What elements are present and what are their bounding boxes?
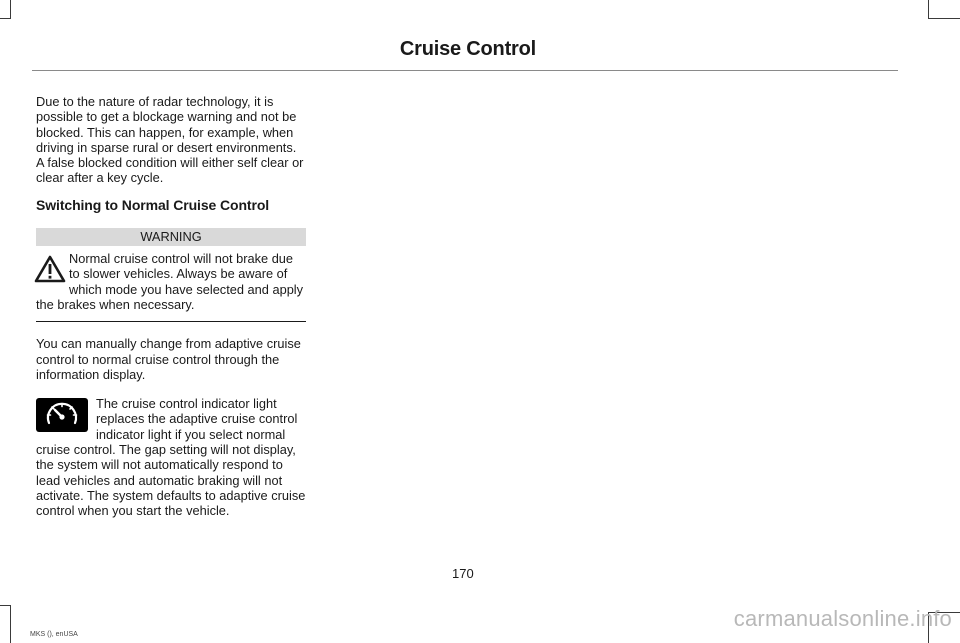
watermark: carmanualsonline.info	[733, 606, 952, 631]
manual-change-paragraph: You can manually change from adaptive cruise control to normal cruise control through the information display.	[36, 336, 301, 382]
crop-mark	[0, 605, 11, 606]
indicator-paragraph: The cruise control indicator light replaces the adaptive cruise control indicator light if you select normal cruise control. The gap setting will not display, the system will not automatically respond to lead vehicles and automatic braking will not activate. The system defaults to adaptive cruise control when you start the vehicle.	[36, 396, 306, 519]
section-heading: Switching to Normal Cruise Control	[36, 196, 270, 213]
page-title: Cruise Control	[399, 38, 536, 60]
document-code: MKS (), enUSA	[30, 631, 78, 638]
crop-mark	[928, 18, 960, 19]
intro-paragraph: Due to the nature of radar technology, it is possible to get a blockage warning and not be blocked. This can happen, for example, when driving in sparse rural or desert environments. A false blocked condition will either self clear or clear after a key cycle.	[36, 94, 304, 186]
cruise-control-indicator-icon	[36, 398, 88, 432]
main-column	[36, 94, 306, 519]
warning-rule	[36, 321, 306, 322]
crop-mark	[10, 605, 11, 643]
indicator-section	[36, 396, 306, 518]
warning-box	[36, 251, 306, 312]
crop-mark	[10, 0, 11, 18]
page-number: 170	[452, 566, 474, 581]
crop-mark	[0, 18, 11, 19]
warning-text: Normal cruise control will not brake due to slower vehicles. Always be aware of which mode you have selected and apply the brakes when necessary.	[36, 251, 304, 312]
header-rule	[32, 70, 898, 71]
crop-mark	[928, 0, 929, 18]
warning-triangle-icon	[33, 254, 67, 284]
warning-label: WARNING	[36, 228, 306, 246]
